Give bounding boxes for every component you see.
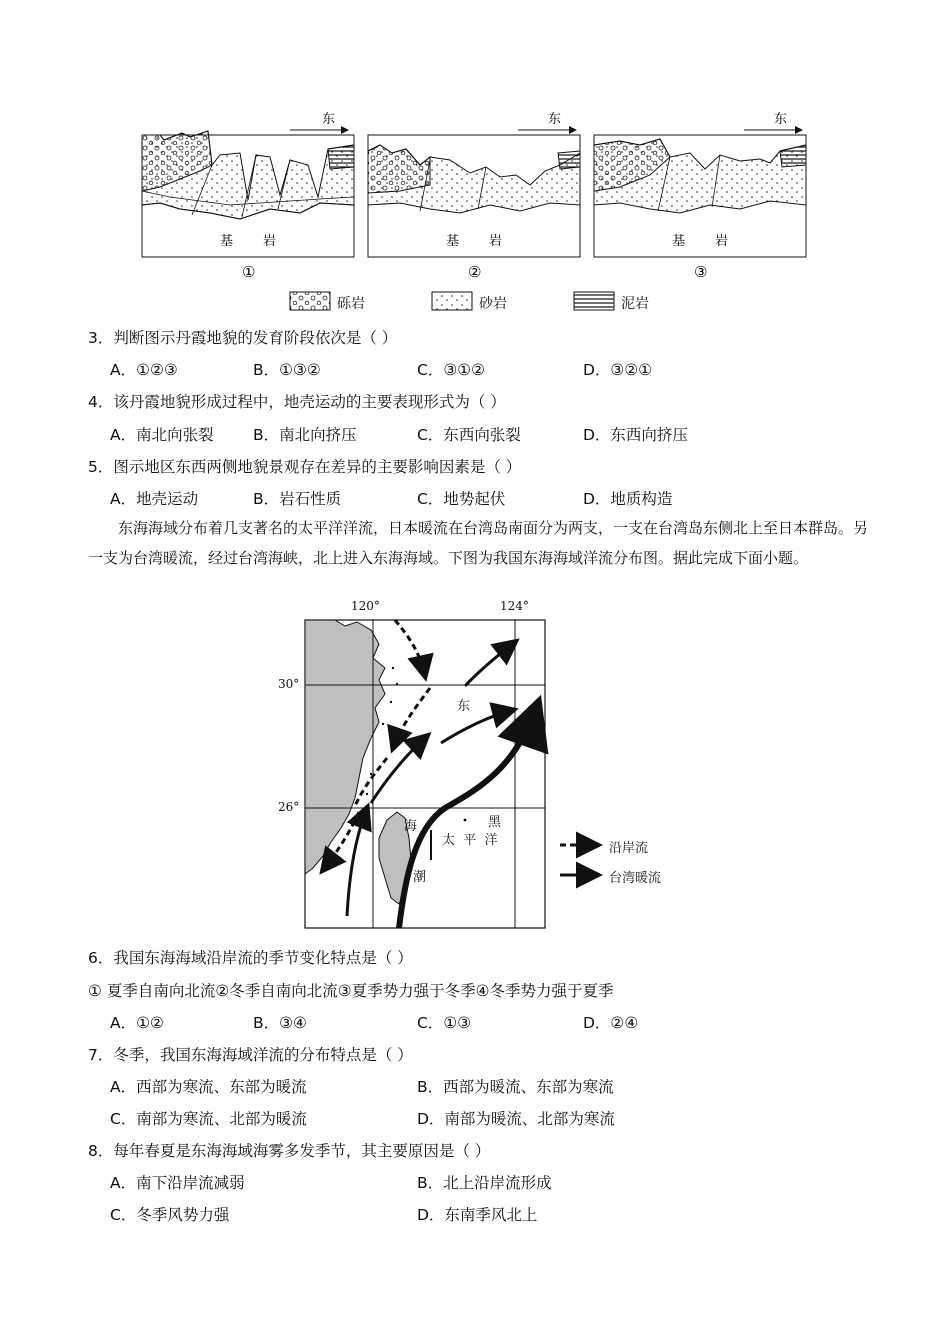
q6-option-d[interactable]: D．②④	[583, 1014, 639, 1032]
q3-option-b[interactable]: B．①③②	[253, 361, 321, 379]
q6-option-a[interactable]: A．①②	[110, 1014, 164, 1032]
legend-mud-swatch	[574, 292, 614, 310]
lon-124-label: 124°	[500, 599, 529, 613]
map-label-pacific: 太 平 洋	[442, 833, 498, 848]
panel-label-1: ①	[242, 263, 256, 281]
lat-30-label: 30°	[278, 677, 300, 691]
map-legend-coastal-label: 沿岸流	[609, 841, 649, 856]
q3-option-c[interactable]: C．③①②	[417, 361, 486, 379]
q8-option-a[interactable]: A．南下沿岸流减弱	[110, 1174, 245, 1192]
q6-option-c[interactable]: C．①③	[417, 1014, 472, 1032]
section-panel-1	[142, 112, 354, 281]
q7-option-c[interactable]: C．南部为寒流、北部为暖流	[110, 1110, 307, 1128]
q3-option-d[interactable]: D．③②①	[583, 361, 653, 379]
question-5: 5．图示地区东西两侧地貌景观存在差异的主要影响因素是（ ）	[88, 458, 522, 476]
panel-label-3: ③	[694, 263, 708, 281]
legend-mud-label: 泥岩	[621, 296, 649, 312]
q7-option-b[interactable]: B．西部为暖流、东部为寒流	[417, 1078, 614, 1096]
q4-option-d[interactable]: D．东西向挤压	[583, 426, 688, 444]
q5-option-b[interactable]: B．岩石性质	[253, 490, 342, 508]
legend-gravel-swatch	[290, 292, 330, 310]
bedrock-label-2: 基 岩	[446, 234, 503, 249]
map-legend-warm-label: 台湾暖流	[609, 871, 662, 886]
question-8: 8．每年春夏是东海海域海雾多发季节，其主要原因是（ ）	[88, 1142, 491, 1160]
q7-option-d[interactable]: D．南部为暖流、北部为寒流	[417, 1110, 615, 1128]
question-4: 4．该丹霞地貌形成过程中，地壳运动的主要表现形式为（ ）	[88, 393, 506, 411]
lon-120-label: 120°	[351, 599, 380, 613]
east-label-2: 东	[548, 112, 562, 127]
q8-option-d[interactable]: D．东南季风北上	[417, 1206, 538, 1224]
q4-option-c[interactable]: C．东西向张裂	[417, 426, 521, 444]
east-label-3: 东	[774, 112, 788, 127]
bedrock-label-3: 基 岩	[672, 234, 729, 249]
q8-option-c[interactable]: C．冬季风势力强	[110, 1206, 230, 1224]
section-panel-3	[594, 112, 806, 281]
q6-option-b[interactable]: B．③④	[253, 1014, 307, 1032]
panel-label-2: ②	[468, 263, 482, 281]
q6-statements: ① 夏季自南向北流②冬季自南向北流③夏季势力强于冬季④冬季势力强于夏季	[88, 982, 614, 1000]
reading-passage: 东海海域分布着几支著名的太平洋洋流，日本暖流在台湾岛南面分为两支，一支在台湾岛东侧北上至日本群岛。另一支为台湾暖流，经过台湾海峡，北上进入东海海域。下图为我国东海海域洋流分布图。据此完成下面小题。	[88, 519, 869, 567]
q7-option-a[interactable]: A．西部为寒流、东部为暖流	[110, 1078, 307, 1096]
q8-option-b[interactable]: B．北上沿岸流形成	[417, 1174, 552, 1192]
section-panel-2	[368, 112, 580, 281]
map-label-chao: 潮	[413, 870, 427, 885]
q5-option-d[interactable]: D．地质构造	[583, 490, 673, 508]
legend-gravel-label: 砾岩	[337, 296, 365, 312]
map-label-hei: 黑	[488, 815, 502, 830]
q5-option-a[interactable]: A．地壳运动	[110, 490, 199, 508]
q5-option-c[interactable]: C．地势起伏	[417, 490, 506, 508]
question-7: 7．冬季，我国东海海域洋流的分布特点是（ ）	[88, 1046, 413, 1064]
question-6: 6．我国东海海域沿岸流的季节变化特点是（ ）	[88, 949, 413, 967]
q3-option-a[interactable]: A．①②③	[110, 361, 178, 379]
east-label-1: 东	[322, 112, 336, 127]
q4-option-b[interactable]: B．南北向挤压	[253, 426, 357, 444]
map-label-hai: 海	[404, 819, 418, 834]
lat-26-label: 26°	[278, 800, 300, 814]
bedrock-label-1: 基 岩	[220, 234, 277, 249]
legend-sand-swatch	[432, 292, 472, 310]
legend-sand-label: 砂岩	[479, 296, 507, 312]
question-3: 3．判断图示丹霞地貌的发育阶段依次是（ ）	[88, 329, 398, 347]
map-label-dong: 东	[457, 699, 471, 714]
q4-option-a[interactable]: A．南北向张裂	[110, 426, 214, 444]
landform-cross-sections	[130, 105, 820, 320]
